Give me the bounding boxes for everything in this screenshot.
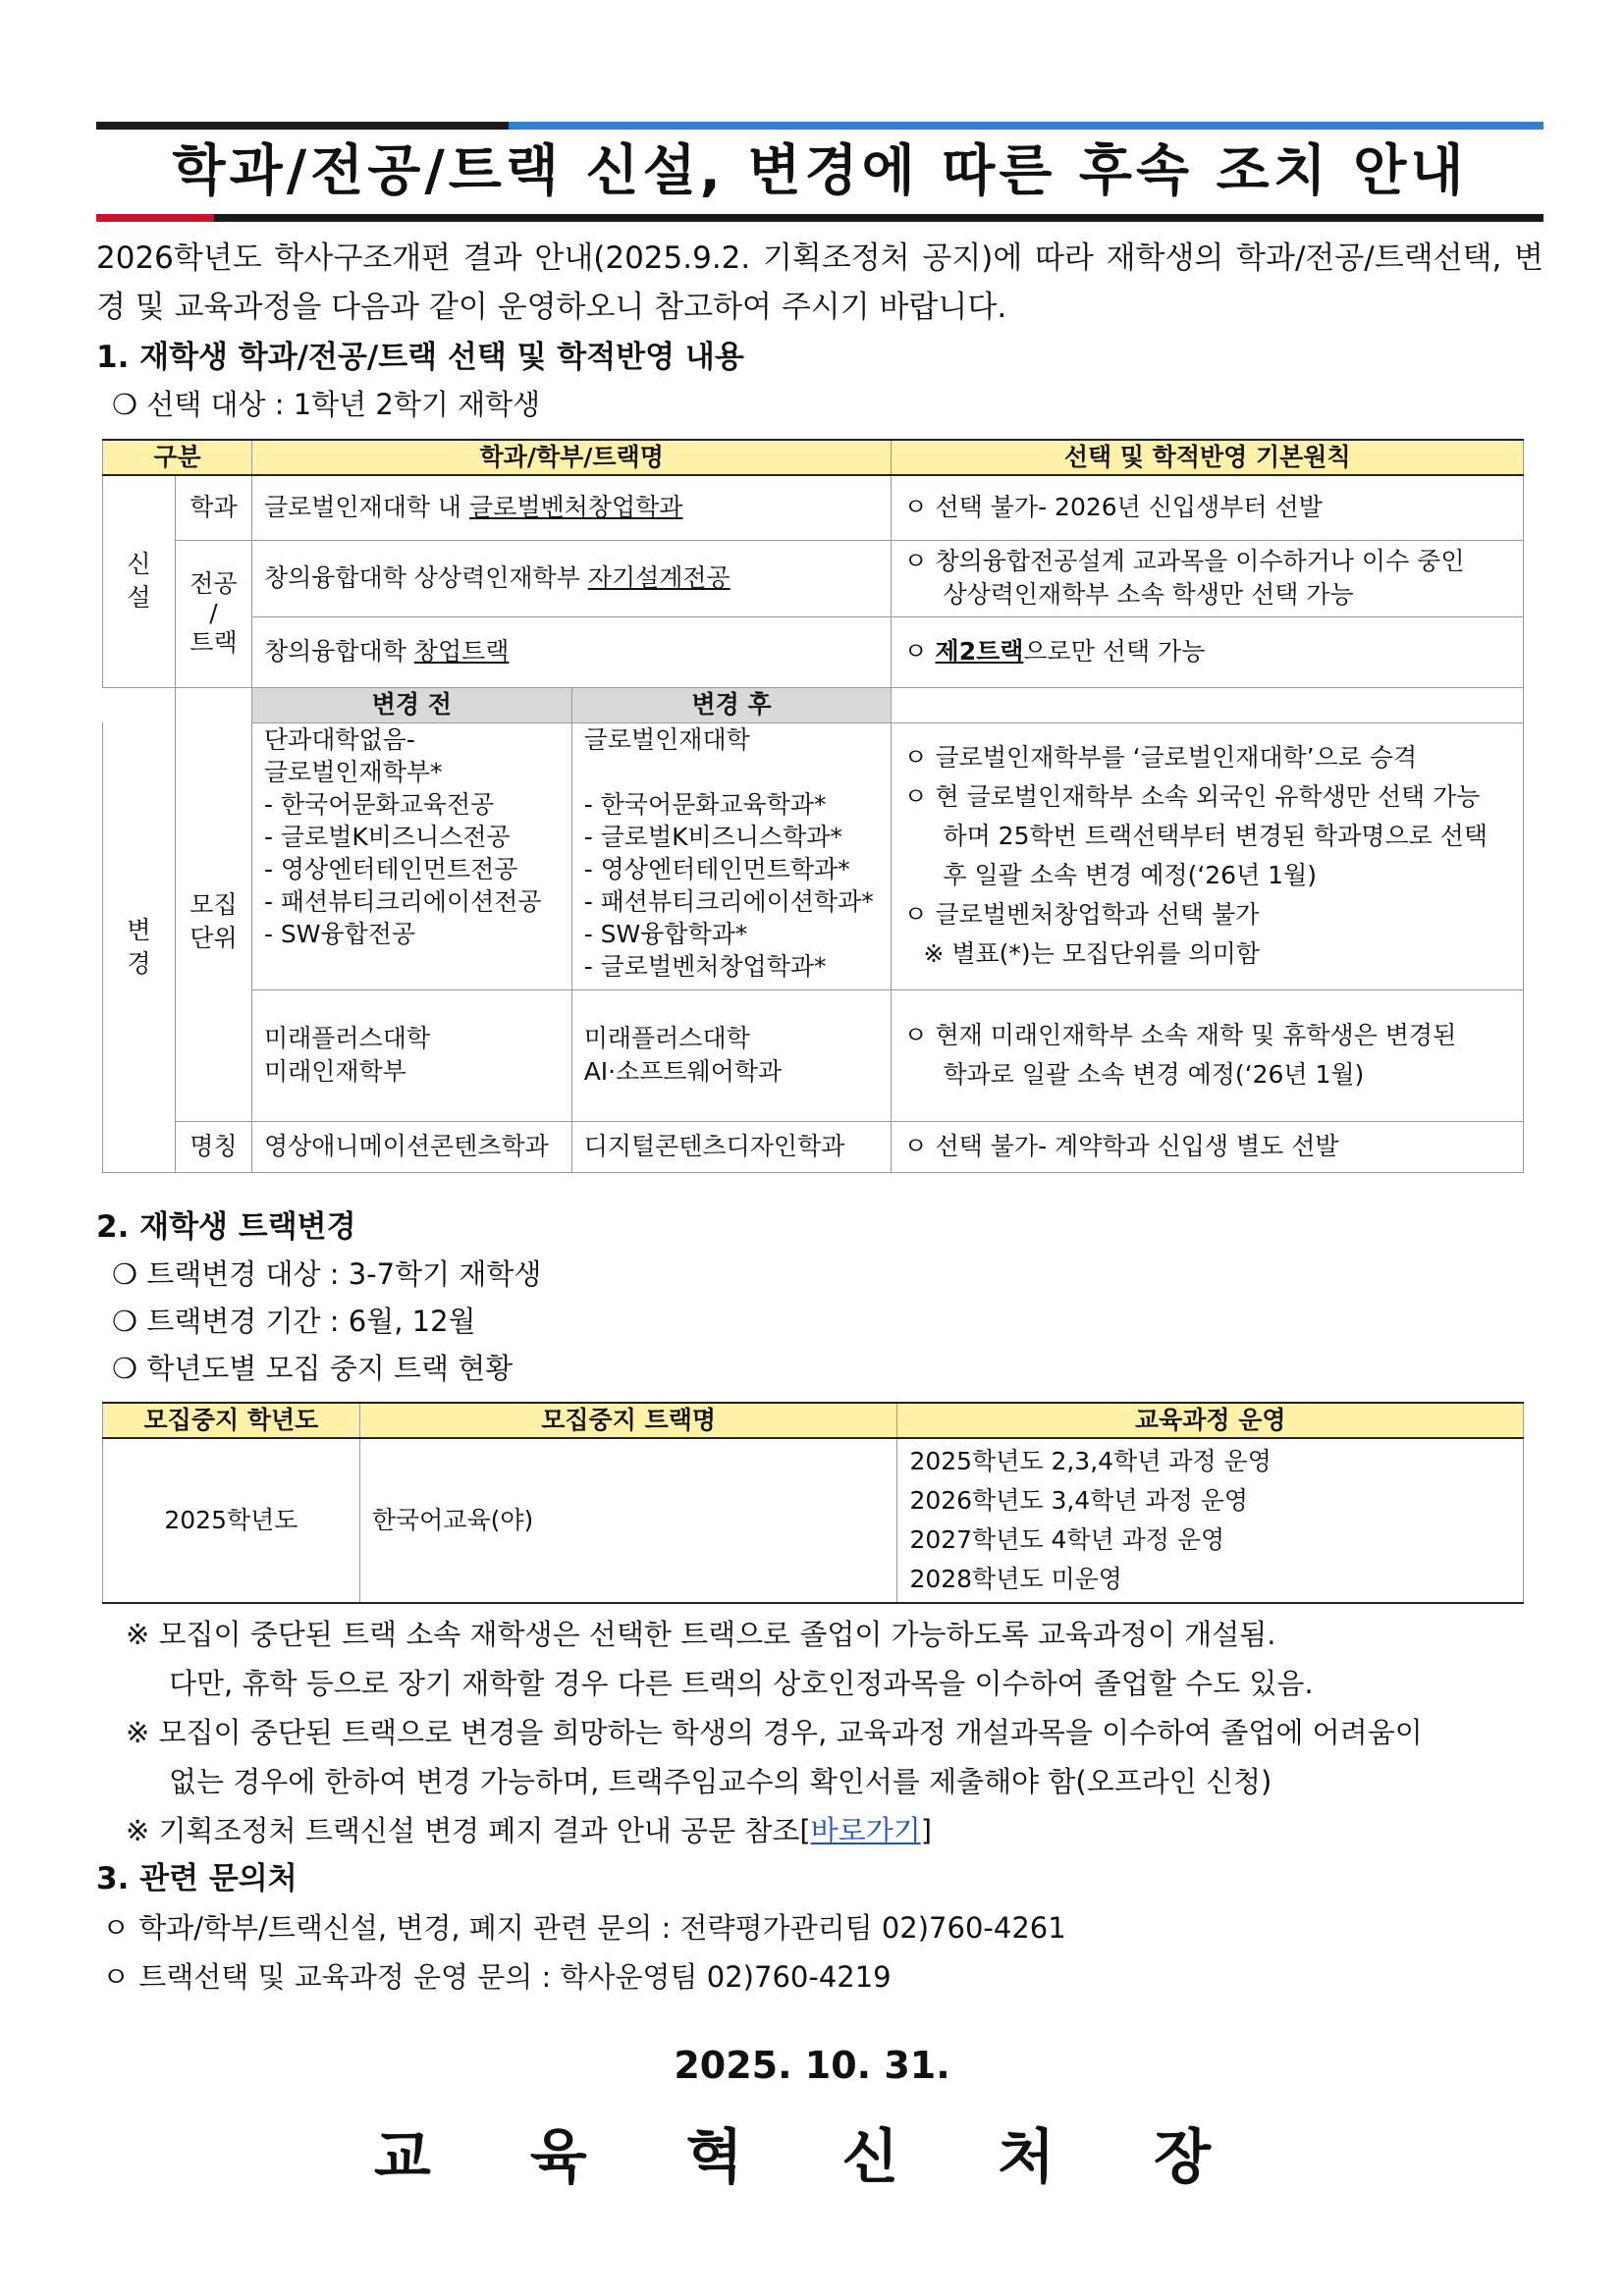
section2-heading: 2. 재학생 트랙변경 xyxy=(96,1209,356,1245)
signature: 교 육 혁 신 처 장 xyxy=(373,2123,1251,2192)
curriculum-ops: 2025학년도 2,3,4학년 과정 운영 2026학년도 3,4학년 과정 운영 2027학년도 4학년 과정 운영 2028학년도 미운영 xyxy=(897,1438,1524,1603)
label-name: 명칭 xyxy=(175,1121,251,1172)
section2-bullet-1: ❍ 트랙변경 대상 : 3-7학기 재학생 xyxy=(112,1257,542,1291)
dept-name: 글로벌인재대학 내 글로벌벤처창업학과 xyxy=(251,475,892,540)
section1-table xyxy=(102,439,1524,1173)
label-unit: 모집 단위 xyxy=(175,722,251,1121)
th-before: 변경 전 xyxy=(251,687,571,722)
track-name: 창의융합대학 창업트랙 xyxy=(251,616,892,687)
th-stop-year: 모집중지 학년도 xyxy=(103,1403,360,1438)
th-category: 구분 xyxy=(103,440,252,475)
note-3: ※ 기획조정처 트랙신설 변경 폐지 결과 안내 공문 참조[바로가기] xyxy=(126,1814,933,1847)
stop-track: 한국어교육(야) xyxy=(359,1438,897,1603)
anim-after: 디지털콘텐츠디자인학과 xyxy=(571,1121,892,1172)
group-change: 변 경 xyxy=(103,722,176,1172)
th-principle: 선택 및 학적반영 기본원칙 xyxy=(892,440,1524,475)
major-name: 창의융합대학 상상력인재학부 자기설계전공 xyxy=(251,540,892,616)
th-stop-track: 모집중지 트랙명 xyxy=(359,1403,897,1438)
anim-rule: ㅇ 선택 불가- 계약학과 신입생 별도 선발 xyxy=(892,1121,1524,1172)
track-rule: ㅇ 제2트랙으로만 선택 가능 xyxy=(892,616,1524,687)
section2-bullet-3: ❍ 학년도별 모집 중지 트랙 현황 xyxy=(112,1352,514,1385)
stop-year: 2025학년도 xyxy=(103,1438,360,1603)
unit-before: 단과대학없음- 글로벌인재학부* - 한국어문화교육전공 - 글로벌K비즈니스전공 - 영상엔터테인먼트전공 - 패션뷰티크리에이션전공 - SW융합전공 xyxy=(251,722,571,989)
group-new: 신 설 xyxy=(103,475,176,687)
note-1b: 다만, 휴학 등으로 장기 재학할 경우 다른 트랙의 상호인정과목을 이수하여 졸업할 수도 있음. xyxy=(169,1667,1314,1700)
label-major-track: 전공 / 트랙 xyxy=(175,540,251,687)
contact-2: ㅇ 트랙선택 및 교육과정 운영 문의 : 학사운영팀 02)760-4219 xyxy=(102,1960,892,1994)
th-after: 변경 후 xyxy=(571,687,892,722)
th-curriculum: 교육과정 운영 xyxy=(897,1403,1524,1438)
title-top-bar xyxy=(96,122,1543,130)
section2-table xyxy=(102,1402,1524,1604)
major-rule: ㅇ 창의융합전공설계 교과목을 이수하거나 이수 중인 상상력인재학부 소속 학생만 선택 가능 xyxy=(892,540,1524,616)
note-2b: 없는 경우에 한하여 변경 가능하며, 트랙주임교수의 확인서를 제출해야 함(오프라인 신청) xyxy=(169,1765,1272,1798)
unit-rules: ㅇ 글로벌인재학부를 ‘글로벌인재대학’으로 승격 ㅇ 현 글로벌인재학부 소속 외국인 유학생만 선택 가능 하며 25학번 트랙선택부터 변경된 학과명으로 선택 후 일괄 소속 변경 예정(‘26년 1월) ㅇ 글로벌벤처창업학과 선택 불가 ※ 별표(*)는 모집단위를 의미함 xyxy=(892,722,1524,989)
link-shortcut[interactable]: 바로가기 xyxy=(810,1814,921,1847)
anim-before: 영상애니메이션콘텐츠학과 xyxy=(251,1121,571,1172)
note-2: ※ 모집이 중단된 트랙으로 변경을 희망하는 학생의 경우, 교육과정 개설과목을 이수하여 졸업에 어려움이 xyxy=(126,1716,1423,1749)
section1-bullet: ❍ 선택 대상 : 1학년 2학기 재학생 xyxy=(112,388,541,421)
section1-heading: 1. 재학생 학과/전공/트랙 선택 및 학적반영 내용 xyxy=(96,340,744,375)
mirae-rules: ㅇ 현재 미래인재학부 소속 재학 및 휴학생은 변경된 학과로 일괄 소속 변경 예정(‘26년 1월) xyxy=(892,989,1524,1121)
title-bottom-bar xyxy=(96,214,1543,222)
contact-1: ㅇ 학과/학부/트랙신설, 변경, 폐지 관련 문의 : 전략평가관리팀 02)760-4261 xyxy=(102,1911,1066,1945)
dept-rule: ㅇ 선택 불가- 2026년 신입생부터 선발 xyxy=(892,475,1524,540)
label-dept: 학과 xyxy=(175,475,251,540)
unit-after: 글로벌인재대학 - 한국어문화교육학과* - 글로벌K비즈니스학과* - 영상엔터테인먼트학과* - 패션뷰티크리에이션학과* - SW융합학과* - 글로벌벤처창업학과* xyxy=(571,722,892,989)
section3-heading: 3. 관련 문의처 xyxy=(96,1861,298,1896)
mirae-before: 미래플러스대학 미래인재학부 xyxy=(251,989,571,1121)
mirae-after: 미래플러스대학 AI·소프트웨어학과 xyxy=(571,989,892,1121)
page-title: 학과/전공/트랙 신설, 변경에 따른 후속 조치 안내 xyxy=(172,139,1468,203)
intro-paragraph: 2026학년도 학사구조개편 결과 안내(2025.9.2. 기획조정처 공지)에 따라 재학생의 학과/전공/트랙선택, 변경 및 교육과정을 다음과 같이 운영하오니 참고하여 주시기 바랍니다. xyxy=(96,240,1543,325)
notice-date: 2025. 10. 31. xyxy=(674,2044,950,2087)
note-1: ※ 모집이 중단된 트랙 소속 재학생은 선택한 트랙으로 졸업이 가능하도록 교육과정이 개설됨. xyxy=(126,1618,1276,1651)
th-name: 학과/학부/트랙명 xyxy=(251,440,892,475)
section2-bullet-2: ❍ 트랙변경 기간 : 6월, 12월 xyxy=(112,1305,476,1338)
